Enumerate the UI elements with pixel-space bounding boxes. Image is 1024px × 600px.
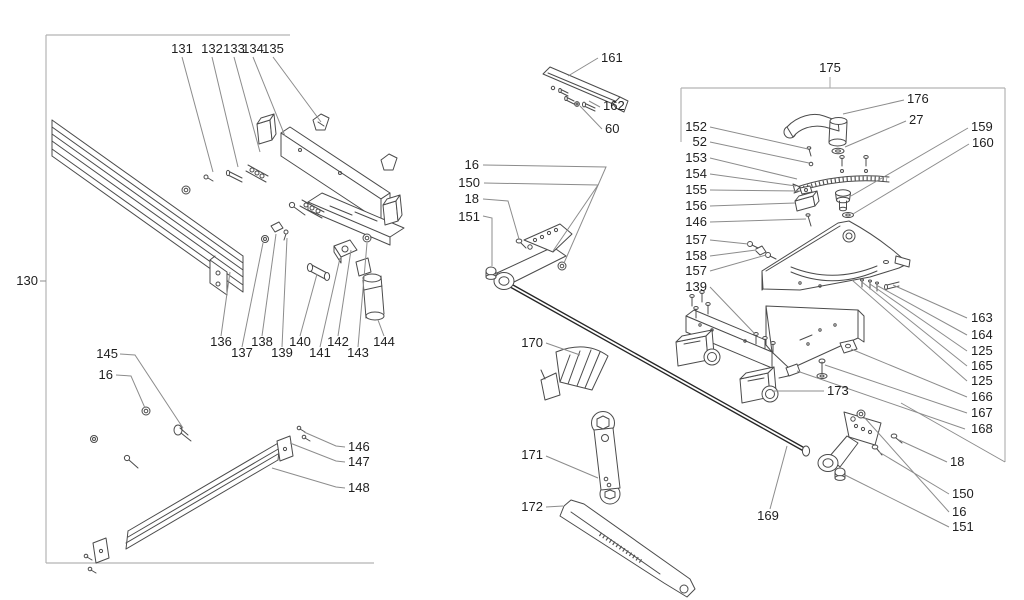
end-plate-left <box>93 538 109 563</box>
countersunk-screw <box>289 202 305 215</box>
callout-125-a: 125 <box>971 343 993 358</box>
block-156 <box>795 191 819 211</box>
callout-131: 131 <box>171 41 193 56</box>
callout-141: 141 <box>309 345 331 360</box>
callout-143: 143 <box>347 345 369 360</box>
nut-small <box>551 86 554 89</box>
rod-bracket-left <box>486 224 572 290</box>
callout-168: 168 <box>971 421 993 436</box>
screw-152 <box>807 147 811 156</box>
peg-b <box>565 97 574 105</box>
clip-138 <box>271 222 283 232</box>
foot-block-left <box>257 114 276 144</box>
screw-131 <box>204 175 213 181</box>
screw-157-b <box>766 253 777 260</box>
callout-150-b: 150 <box>952 486 974 501</box>
callout-171: 171 <box>521 447 543 462</box>
callout-139-b: 139 <box>685 279 707 294</box>
screw-18-right <box>891 434 902 443</box>
washer-small <box>91 436 98 443</box>
callout-151-b: 151 <box>952 519 974 534</box>
callout-148: 148 <box>348 480 370 495</box>
end-plate-147 <box>277 436 293 461</box>
bolt-140 <box>307 264 329 281</box>
callout-16-b: 16 <box>464 157 479 172</box>
callout-18-b: 18 <box>950 454 965 469</box>
callout-134: 134 <box>242 41 264 56</box>
bushing-151-left <box>486 267 496 279</box>
bolt-167 <box>817 359 827 379</box>
callout-133: 133 <box>223 41 245 56</box>
nut-60 <box>575 102 580 107</box>
nut-16-right <box>857 410 865 418</box>
pin-146 <box>806 214 811 226</box>
callout-161: 161 <box>601 50 623 65</box>
washer-16-lower <box>142 407 150 415</box>
nut-143 <box>363 234 371 242</box>
lower-guide-rail <box>84 407 310 573</box>
callout-152: 152 <box>685 119 707 134</box>
callout-176: 176 <box>907 91 929 106</box>
callout-130: 130 <box>16 273 38 288</box>
callout-16-a: 16 <box>98 367 113 382</box>
callout-139: 139 <box>271 345 293 360</box>
callout-137: 137 <box>231 345 253 360</box>
callout-155: 155 <box>685 182 707 197</box>
callout-159: 159 <box>971 119 993 134</box>
callout-138: 138 <box>251 334 273 349</box>
screw-157-a <box>748 242 759 249</box>
fence-rail-extrusion <box>52 120 243 295</box>
roller-block-b <box>740 367 778 403</box>
bushing-151-right <box>835 468 845 480</box>
callout-158: 158 <box>685 248 707 263</box>
screw-pair-a <box>840 156 844 173</box>
callout-136: 136 <box>210 334 232 349</box>
peg-a <box>559 89 568 97</box>
link-strip-a <box>246 165 268 182</box>
callout-172: 172 <box>521 499 543 514</box>
clamp-141-142 <box>334 240 357 263</box>
callout-163: 163 <box>971 310 993 325</box>
callout-151-a: 151 <box>458 209 480 224</box>
callout-166: 166 <box>971 389 993 404</box>
callout-144: 144 <box>373 334 395 349</box>
callout-132: 132 <box>201 41 223 56</box>
callout-157-b: 157 <box>685 263 707 278</box>
callout-140: 140 <box>289 334 311 349</box>
callout-18-a: 18 <box>464 191 479 206</box>
lock-knob-144 <box>356 258 384 320</box>
push-stick-172 <box>560 500 695 597</box>
callout-165: 165 <box>971 358 993 373</box>
callout-164: 164 <box>971 327 993 342</box>
washer-27 <box>832 148 844 154</box>
callout-162: 162 <box>603 98 625 113</box>
clip-135-b <box>381 154 397 170</box>
callout-146-b: 146 <box>685 214 707 229</box>
protractor-plate <box>762 221 910 290</box>
callout-135: 135 <box>262 41 284 56</box>
callout-153: 153 <box>685 150 707 165</box>
callout-125-b: 125 <box>971 373 993 388</box>
wedge-166 <box>840 340 857 353</box>
callout-142: 142 <box>327 334 349 349</box>
callout-52: 52 <box>692 134 707 149</box>
callout-160: 160 <box>972 135 994 150</box>
callout-150-a: 150 <box>458 175 480 190</box>
callout-157-a: 157 <box>685 232 707 247</box>
pin-132 <box>226 170 242 182</box>
wrench-171 <box>592 412 621 505</box>
callout-147: 147 <box>348 454 370 469</box>
washer-137 <box>262 236 269 243</box>
lock-handle-176 <box>784 114 847 146</box>
callout-175: 175 <box>819 60 841 75</box>
fence-mount-bracket <box>182 114 404 320</box>
callout-154: 154 <box>685 166 707 181</box>
callout-146-a: 146 <box>348 439 370 454</box>
callout-156: 156 <box>685 198 707 213</box>
screw-mid <box>124 455 138 468</box>
callout-167: 167 <box>971 405 993 420</box>
bolt-159 <box>836 190 851 211</box>
callout-169: 169 <box>757 508 779 523</box>
callout-60: 60 <box>605 121 620 136</box>
nut-52 <box>809 162 813 166</box>
callout-145: 145 <box>96 346 118 361</box>
nut-16-rail <box>182 186 190 194</box>
callout-170: 170 <box>521 335 543 350</box>
callout-27: 27 <box>909 112 924 127</box>
nut-16-left <box>558 262 566 270</box>
callout-16-c: 16 <box>952 504 967 519</box>
washer-160 <box>843 213 854 218</box>
cam-holder-170 <box>541 347 608 400</box>
callout-173: 173 <box>827 383 849 398</box>
screw-pair-b <box>864 156 868 173</box>
